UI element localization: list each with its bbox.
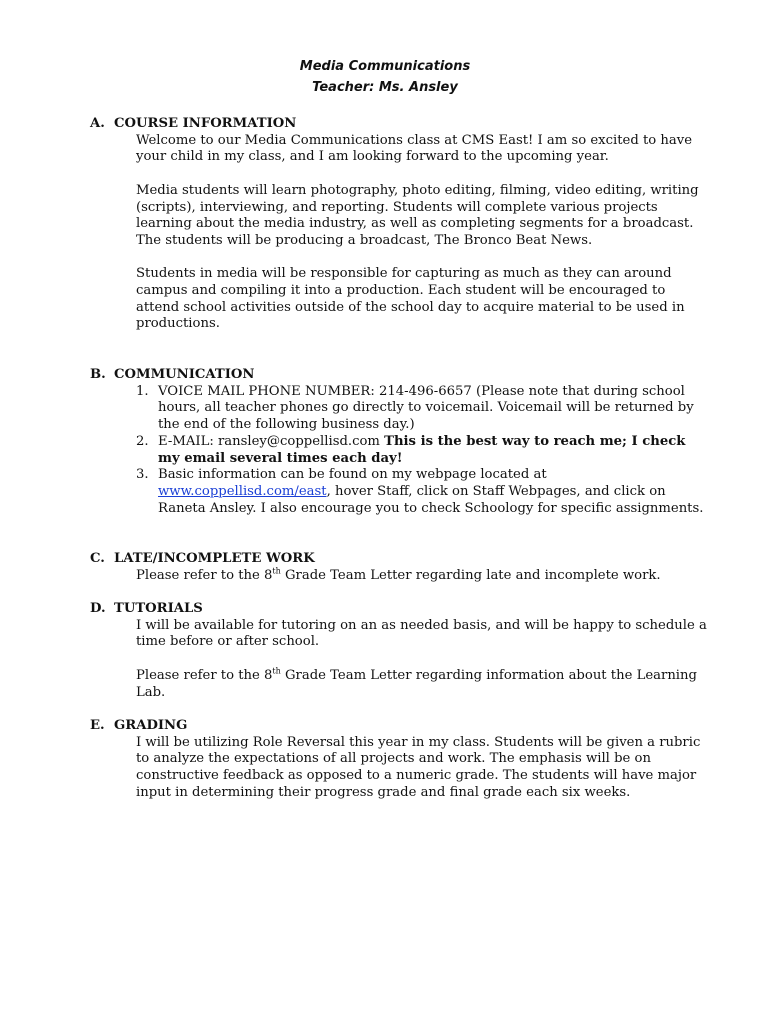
section-tutorials (90, 601, 710, 701)
section-late-work (90, 551, 710, 584)
section-communication (90, 367, 710, 517)
teacher-name: Teacher: Ms. Ansley (312, 80, 458, 95)
section-title: TUTORIALS (114, 601, 203, 616)
section-body (136, 384, 710, 518)
section-heading (90, 718, 710, 735)
section-grading (90, 718, 710, 802)
section-heading (90, 367, 710, 384)
section-title: LATE/INCOMPLETE WORK (114, 551, 315, 566)
section-body (136, 735, 710, 802)
section-body (136, 618, 710, 702)
contact-list (136, 384, 710, 518)
section-heading (90, 551, 710, 568)
list-number: 2. (136, 433, 149, 449)
list-text: , hover Staff, click on Staff Webpages, and click on Raneta Ansley. I also encourage you to check Schoology for specific assignments. (158, 483, 704, 516)
list-item (136, 434, 710, 467)
superscript: th (272, 566, 281, 576)
document-title: Media Communications (299, 59, 471, 74)
section-letter: D. (90, 601, 106, 616)
section-heading (90, 116, 710, 133)
list-number: 1. (136, 383, 149, 399)
paragraph: I will be available for tutoring on an as needed basis, and will be happy to schedule a time before or after school. (136, 617, 707, 650)
section-body (136, 133, 710, 333)
section-body (136, 568, 710, 585)
paragraph: Students in media will be responsible for capturing as much as they can around campus and compiling it into a production. Each student will be encouraged to attend school activities outside of the school day to acquire material to be used in productions. (136, 266, 685, 332)
section-letter: C. (90, 551, 105, 566)
section-title: COMMUNICATION (114, 367, 255, 382)
section-letter: E. (90, 718, 105, 733)
section-heading (90, 601, 710, 618)
section-title: GRADING (114, 718, 188, 733)
paragraph: Please refer to the 8th Grade Team Letter regarding late and incomplete work. (136, 566, 661, 583)
superscript: th (272, 666, 281, 676)
paragraph: I will be utilizing Role Reversal this year in my class. Students will be given a rubric to analyze the expectations of all projects and work. The emphasis will be on constructive feedback as opposed to a numeric grade. The students will have major input in determining their progress grade and final grade each six weeks. (136, 734, 701, 800)
paragraph: Media students will learn photography, photo editing, filming, video editing, writing (scripts), interviewing, and reporting. Students will complete various projects learning about the media industry, as well as completing segments for a broadcast. The students will be producing a broadcast, The Bronco Beat News. (136, 182, 699, 248)
email-text: E-MAIL: ransley@coppellisd.com (158, 433, 385, 449)
list-text: Basic information can be found on my webpage located at (158, 467, 547, 483)
paragraph: Please refer to the 8th Grade Team Letter regarding information about the Learning Lab. (136, 666, 697, 700)
section-title: COURSE INFORMATION (114, 116, 297, 131)
section-letter: A. (90, 116, 105, 131)
list-item (136, 467, 710, 517)
email-emphasis: This is the best way to reach me; I check my email several times each day! (158, 433, 686, 466)
section-course-information (90, 116, 710, 333)
list-text: VOICE MAIL PHONE NUMBER: 214-496-6657 (Please note that during school hours, all teacher phones go directly to voicemail. Voicemail will be returned by the end of the following business day.) (158, 383, 694, 433)
paragraph: Welcome to our Media Communications class at CMS East! I am so excited to have your child in my class, and I am looking forward to the upcoming year. (136, 132, 693, 165)
list-number: 3. (136, 467, 149, 483)
webpage-link[interactable]: www.coppellisd.com/east (158, 483, 327, 499)
section-letter: B. (90, 367, 106, 382)
list-item (136, 384, 710, 434)
